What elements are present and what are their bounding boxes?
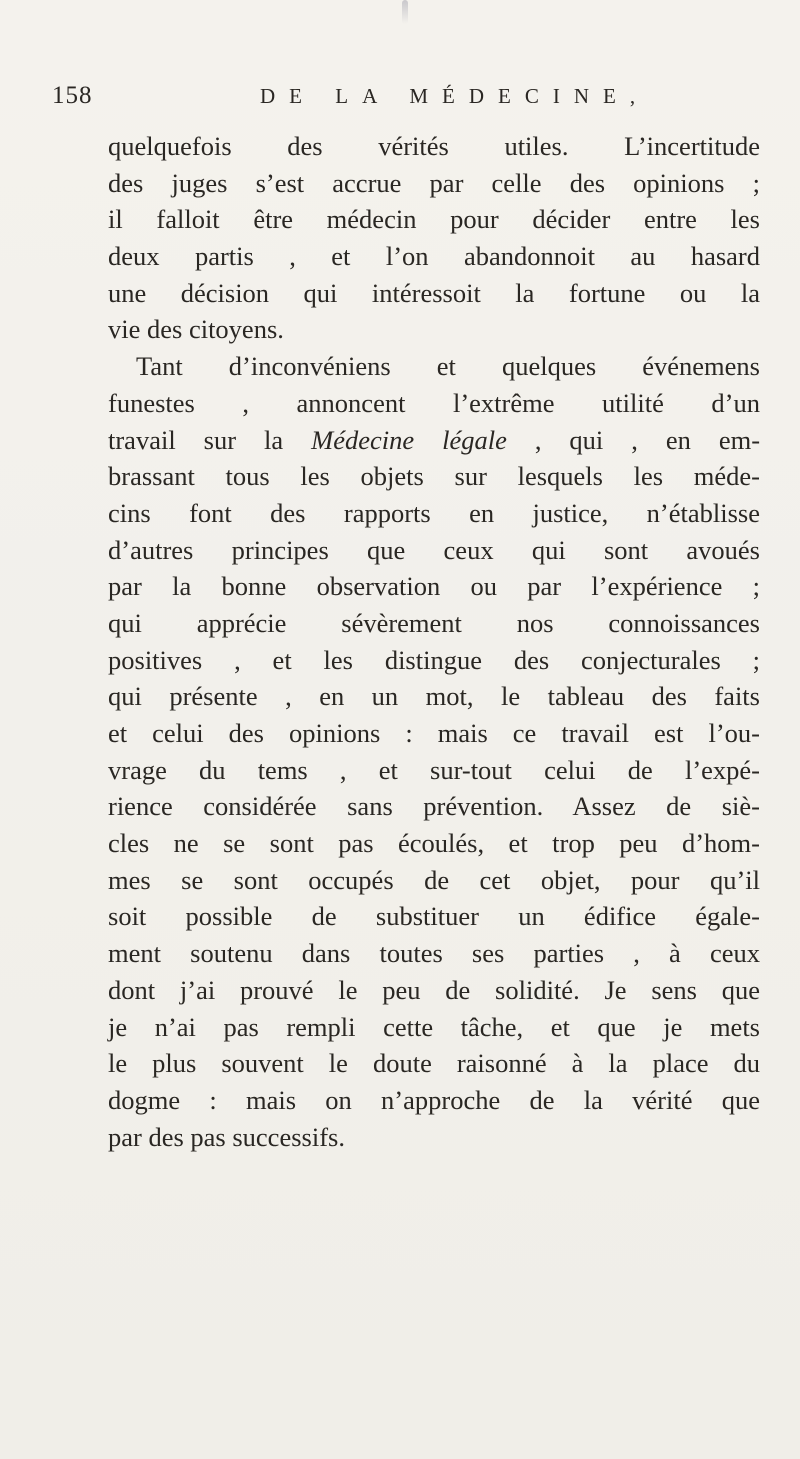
text-line: je n’ai pas rempli cette tâche, et que je mets xyxy=(108,1011,760,1042)
text-line: quelquefois des vérités utiles. L’incertitude xyxy=(108,131,760,161)
text-line: ment soutenu dans toutes ses parties , à ceux xyxy=(108,938,760,969)
italic-term: Médecine légale xyxy=(311,424,507,455)
text-line: brassant tous les objets sur lesquels les méde- xyxy=(108,461,760,492)
text-line: deux partis , et l’on abandonnoit au hasard xyxy=(108,241,760,272)
text-line: qui apprécie sévèrement nos connoissances xyxy=(108,607,760,638)
text-line: funestes , annoncent l’extrême utilité d’un xyxy=(108,387,760,418)
text-line: Tant d’inconvéniens et quelques événemens xyxy=(136,351,760,382)
text-line: il falloit être médecin pour décider entre les xyxy=(108,204,760,235)
text-line: des juges s’est accrue par celle des opinions ; xyxy=(108,167,760,198)
text-line: vie des citoyens. xyxy=(108,314,284,345)
text-line: le plus souvent le doute raisonné à la place du xyxy=(108,1048,760,1079)
text-line: cles ne se sont pas écoulés, et trop peu d’hom- xyxy=(108,828,760,859)
text-line: par la bonne observation ou par l’expérience ; xyxy=(108,571,760,602)
text-line: positives , et les distingue des conjecturales ; xyxy=(108,644,760,675)
paragraph xyxy=(108,128,760,348)
body-text xyxy=(108,128,760,1155)
text-line: par des pas successifs. xyxy=(108,1121,345,1152)
text-line: rience considérée sans prévention. Assez de siè- xyxy=(108,791,760,822)
text-line: dont j’ai prouvé le peu de solidité. Je sens que xyxy=(108,974,760,1005)
text-line: et celui des opinions : mais ce travail est l’ou- xyxy=(108,718,760,748)
text-line: une décision qui intéressoit la fortune ou la xyxy=(108,277,760,308)
running-head: DE LA MÉDECINE, xyxy=(260,84,650,108)
text-line: mes se sont occupés de cet objet, pour qu’il xyxy=(108,864,760,895)
paragraph xyxy=(108,348,760,1155)
page-header xyxy=(52,82,762,118)
text-line: d’autres principes que ceux qui sont avoués xyxy=(108,534,760,565)
page-number: 158 xyxy=(52,82,93,109)
text-line: qui présente , en un mot, le tableau des faits xyxy=(108,681,760,712)
ink-smudge xyxy=(402,0,408,24)
text-line: travail sur la Médecine légale , qui , en em- xyxy=(108,424,761,455)
text-line: vrage du tems , et sur-tout celui de l’expé- xyxy=(108,754,760,785)
text-line: dogme : mais on n’approche de la vérité que xyxy=(108,1084,760,1115)
text-line: cins font des rapports en justice, n’établisse xyxy=(108,497,760,528)
text-line: soit possible de substituer un édifice égale- xyxy=(108,901,760,932)
